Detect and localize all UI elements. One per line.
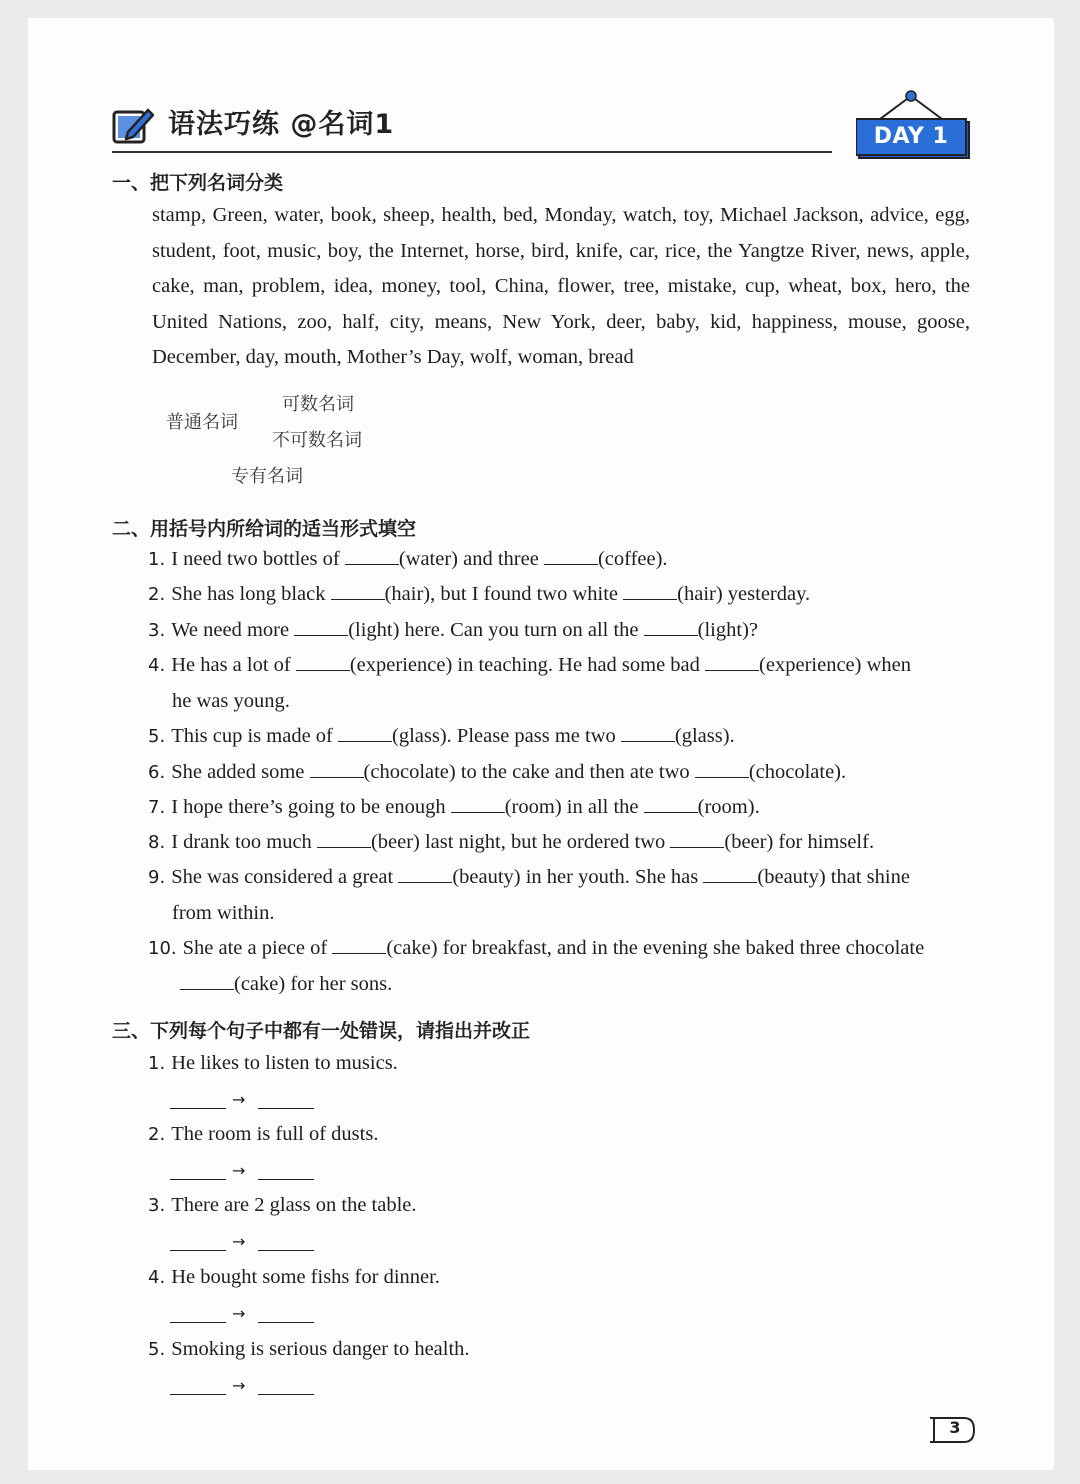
answer-blank[interactable] [294, 619, 348, 636]
noun-word-list: stamp, Green, water, book, sheep, health, bed, Monday, watch, toy, Michael Jackson, advice, egg, student, foot, music, boy, the Internet, horse, bird, knife, car, rice, the Yangtze River, news, apple, cake, man, problem, idea, money, tool, China, flower, tree, mistake, cup, wheat, box, hero, the United Nations, zoo, half, city, means, New York, deer, baby, kid, happiness, mouse, goose, December, day, mouth, Mother’s Day, wolf, woman, bread [152, 204, 970, 368]
item-text: (water) and three [398, 548, 544, 570]
item-text: (beauty) in her youth. She has [452, 866, 704, 888]
item-text: She has long black [171, 583, 331, 605]
item-text: (chocolate) to the cake and then ate two [363, 761, 695, 783]
worksheet-page [28, 18, 1054, 1470]
item-text: (cake) for her sons. [234, 973, 393, 995]
item-text: (room). [697, 796, 760, 818]
page-title: 语法巧练 @名词1 [168, 109, 395, 140]
correction-item [148, 1123, 378, 1146]
item-number: 1. [148, 1053, 166, 1074]
item-text: (glass). [674, 725, 735, 747]
item-text: (hair) yesterday. [677, 583, 811, 605]
category-common: 普通名词 [166, 412, 238, 433]
item-text: (glass). Please pass me two [392, 725, 621, 747]
category-proper: 专有名词 [231, 466, 303, 487]
correction-answer-row [170, 1304, 320, 1328]
item-text: She added some [171, 761, 310, 783]
fill-item [148, 866, 910, 889]
arrow-icon: → [232, 1304, 246, 1323]
pencil-edit-icon [112, 106, 154, 146]
answer-blank[interactable] [695, 761, 749, 778]
item-text: (light)? [697, 619, 758, 641]
day-label: DAY 1 [873, 124, 949, 149]
arrow-icon: → [232, 1161, 246, 1180]
item-text: The room is full of dusts. [171, 1123, 379, 1145]
answer-blank[interactable] [332, 937, 386, 954]
item-number: 5. [148, 1339, 166, 1360]
answer-blank[interactable] [544, 548, 598, 565]
item-text: (cake) for breakfast, and in the evening she baked three chocolate [386, 937, 925, 959]
item-text: (experience) when [759, 654, 911, 676]
item-text: (beer) last night, but he ordered two [370, 831, 671, 853]
item-number: 4. [148, 1267, 166, 1288]
section3-title: 三、下列每个句子中都有一处错误，请指出并改正 [112, 1020, 531, 1042]
category-uncountable: 不可数名词 [272, 430, 362, 451]
item-number: 2. [148, 584, 166, 605]
wrong-word-blank[interactable] [170, 1394, 226, 1395]
item-text: There are 2 glass on the table. [171, 1194, 417, 1216]
item-number: 4. [148, 655, 166, 676]
wrong-word-blank[interactable] [170, 1108, 226, 1109]
item-text: She was considered a great [171, 866, 399, 888]
correction-answer-row [170, 1090, 320, 1114]
item-number: 9. [148, 867, 166, 888]
item-continuation [180, 973, 392, 996]
answer-blank[interactable] [623, 583, 677, 600]
item-number: 6. [148, 762, 166, 783]
answer-blank[interactable] [331, 583, 385, 600]
item-text: She ate a piece of [182, 937, 333, 959]
correct-word-blank[interactable] [258, 1394, 314, 1395]
answer-blank[interactable] [345, 548, 399, 565]
wrong-word-blank[interactable] [170, 1322, 226, 1323]
item-text: We need more [171, 619, 295, 641]
answer-blank[interactable] [670, 831, 724, 848]
item-text: (chocolate). [748, 761, 847, 783]
arrow-icon: → [232, 1090, 246, 1109]
page-number-tab [928, 1416, 978, 1444]
answer-blank[interactable] [296, 654, 350, 671]
arrow-icon: → [232, 1376, 246, 1395]
fill-item [148, 619, 758, 642]
answer-blank[interactable] [310, 761, 364, 778]
item-continuation: he was young. [172, 690, 290, 712]
item-text: (coffee). [597, 548, 668, 570]
item-text: He bought some fishs for dinner. [171, 1266, 440, 1288]
answer-blank[interactable] [705, 654, 759, 671]
item-continuation: from within. [172, 902, 275, 924]
fill-item [148, 583, 810, 606]
fill-item [148, 831, 874, 854]
correction-answer-row [170, 1376, 320, 1400]
item-text: (experience) in teaching. He had some bad [349, 654, 706, 676]
item-text: (beer) for himself. [724, 831, 875, 853]
correction-answer-row [170, 1232, 320, 1256]
fill-item [148, 796, 760, 819]
wrong-word-blank[interactable] [170, 1179, 226, 1180]
item-text: I drank too much [171, 831, 317, 853]
correct-word-blank[interactable] [258, 1108, 314, 1109]
fill-item [148, 548, 668, 571]
correct-word-blank[interactable] [258, 1179, 314, 1180]
item-text: Smoking is serious danger to health. [171, 1338, 470, 1360]
arrow-icon: → [232, 1232, 246, 1251]
item-text: He has a lot of [171, 654, 296, 676]
page-number: 3 [949, 1418, 961, 1437]
item-number: 10. [148, 938, 177, 959]
answer-blank[interactable] [621, 725, 675, 742]
item-number: 5. [148, 726, 166, 747]
fill-item [148, 937, 924, 960]
section2-title: 二、用括号内所给词的适当形式填空 [112, 518, 417, 540]
item-number: 7. [148, 797, 166, 818]
day-badge [856, 90, 972, 162]
fill-item [148, 654, 911, 677]
answer-blank[interactable] [644, 796, 698, 813]
item-text: (beauty) that shine [757, 866, 910, 888]
item-number: 3. [148, 1195, 166, 1216]
title-underline [112, 151, 832, 153]
correction-answer-row [170, 1161, 320, 1185]
item-text: (hair), but I found two white [384, 583, 624, 605]
item-text: (light) here. Can you turn on all the [348, 619, 644, 641]
fill-item [148, 761, 846, 784]
correct-word-blank[interactable] [258, 1250, 314, 1251]
correct-word-blank[interactable] [258, 1322, 314, 1323]
answer-blank[interactable] [703, 866, 757, 883]
item-text: (room) in all the [504, 796, 644, 818]
item-number: 8. [148, 832, 166, 853]
item-number: 1. [148, 549, 166, 570]
answer-blank[interactable] [398, 866, 452, 883]
item-text: I need two bottles of [171, 548, 345, 570]
category-countable: 可数名词 [282, 394, 354, 415]
item-text: This cup is made of [171, 725, 339, 747]
answer-blank[interactable] [180, 973, 234, 990]
section1-title: 一、把下列名词分类 [112, 172, 284, 194]
answer-blank[interactable] [317, 831, 371, 848]
item-text: I hope there’s going to be enough [171, 796, 451, 818]
item-number: 3. [148, 620, 166, 641]
answer-blank[interactable] [451, 796, 505, 813]
item-text: He likes to listen to musics. [171, 1052, 398, 1074]
fill-item [148, 725, 735, 748]
correction-item [148, 1266, 440, 1289]
answer-blank[interactable] [338, 725, 392, 742]
correction-item [148, 1338, 470, 1361]
correction-item [148, 1194, 417, 1217]
answer-blank[interactable] [644, 619, 698, 636]
correction-item [148, 1052, 398, 1075]
wrong-word-blank[interactable] [170, 1250, 226, 1251]
item-number: 2. [148, 1124, 166, 1145]
